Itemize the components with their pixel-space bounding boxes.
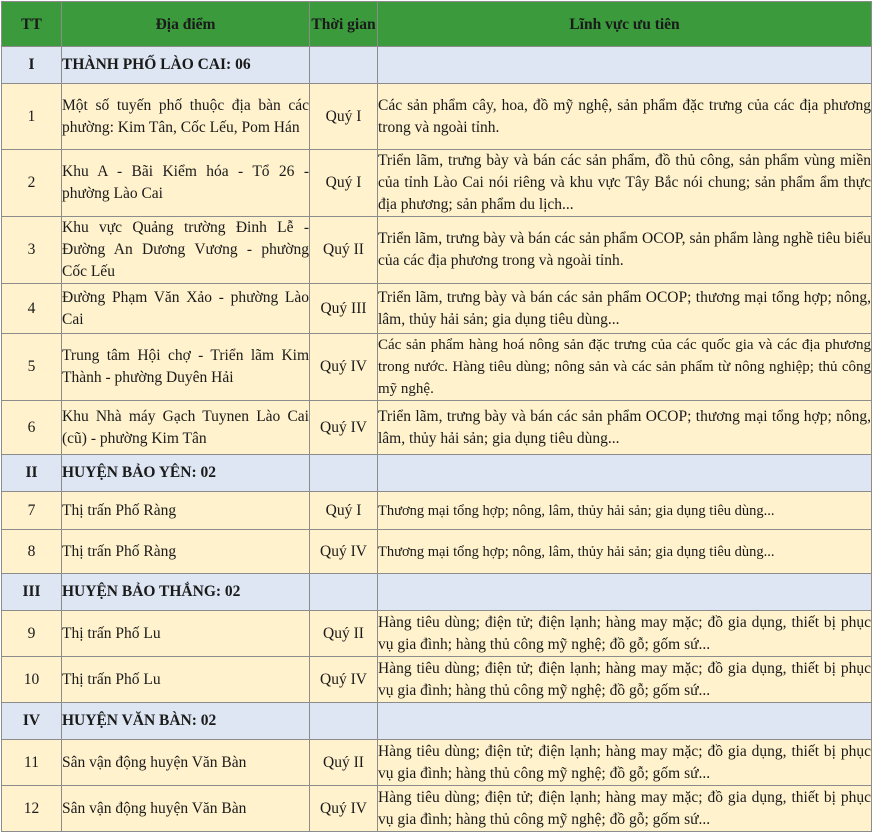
table-row	[2, 84, 872, 150]
row-priority: Triển lãm, trưng bày và bán các sản phẩm OCOP; thương mại tổng hợp; nông, lâm, thủy hải sản; gia dụng tiêu dùng...	[378, 401, 872, 455]
row-location: Đường Phạm Văn Xảo - phường Lào Cai	[62, 284, 310, 334]
row-time: Quý I	[310, 150, 378, 217]
row-priority: Các sản phẩm cây, hoa, đồ mỹ nghệ, sản phẩm đặc trưng của các địa phương trong và ngoài tỉnh.	[378, 84, 872, 150]
row-location: Một số tuyến phố thuộc địa bàn các phường: Kim Tân, Cốc Lếu, Pom Hán	[62, 84, 310, 150]
row-priority: Triển lãm, trưng bày và bán các sản phẩm OCOP, sản phẩm làng nghề tiêu biểu của các địa phương trong và ngoài tỉnh.	[378, 217, 872, 284]
header-row	[2, 2, 872, 47]
row-priority: Hàng tiêu dùng; điện tử; điện lạnh; hàng may mặc; đồ gia dụng, thiết bị phục vụ gia đình; hàng thủ công mỹ nghệ; đồ gỗ; gốm sứ...	[378, 657, 872, 703]
group-empty-cell	[378, 574, 872, 611]
row-time: Quý IV	[310, 334, 378, 401]
group-row	[2, 574, 872, 611]
schedule-table	[1, 1, 872, 832]
header-time: Thời gian	[310, 2, 378, 47]
row-tt: 6	[2, 401, 62, 455]
row-tt: 7	[2, 492, 62, 530]
table-row	[2, 492, 872, 530]
group-row	[2, 47, 872, 84]
group-empty-cell	[310, 703, 378, 740]
row-priority: Thương mại tổng hợp; nông, lâm, thủy hải sản; gia dụng tiêu dùng...	[378, 492, 872, 530]
group-name: THÀNH PHỐ LÀO CAI: 06	[62, 47, 310, 84]
row-time: Quý IV	[310, 786, 378, 832]
group-empty-cell	[378, 703, 872, 740]
row-time: Quý I	[310, 84, 378, 150]
row-tt: 2	[2, 150, 62, 217]
group-row	[2, 455, 872, 492]
group-name: HUYỆN BẢO YÊN: 02	[62, 455, 310, 492]
row-time: Quý I	[310, 492, 378, 530]
row-time: Quý IV	[310, 401, 378, 455]
table-row	[2, 334, 872, 401]
row-time: Quý IV	[310, 530, 378, 574]
table-row	[2, 786, 872, 832]
group-empty-cell	[310, 574, 378, 611]
table-row	[2, 740, 872, 786]
row-tt: 10	[2, 657, 62, 703]
row-location: Thị trấn Phố Ràng	[62, 492, 310, 530]
row-tt: 5	[2, 334, 62, 401]
row-tt: 11	[2, 740, 62, 786]
row-time: Quý IV	[310, 657, 378, 703]
table-row	[2, 611, 872, 657]
row-tt: 12	[2, 786, 62, 832]
group-numeral: I	[2, 47, 62, 84]
row-priority: Thương mại tổng hợp; nông, lâm, thủy hải sản; gia dụng tiêu dùng...	[378, 530, 872, 574]
row-priority: Các sản phẩm hàng hoá nông sản đặc trưng của các quốc gia và các địa phương trong nước. Hàng tiêu dùng; nông sản và các sản phẩm từ nông nghiệp; thủ công mỹ nghệ.	[378, 334, 872, 401]
group-numeral: II	[2, 455, 62, 492]
table-row	[2, 657, 872, 703]
row-location: Sân vận động huyện Văn Bàn	[62, 786, 310, 832]
row-location: Trung tâm Hội chợ - Triển lãm Kim Thành - phường Duyên Hải	[62, 334, 310, 401]
group-empty-cell	[310, 47, 378, 84]
table-row	[2, 150, 872, 217]
group-empty-cell	[378, 455, 872, 492]
row-priority: Triển lãm, trưng bày và bán các sản phẩm, đồ thủ công, sản phẩm vùng miền của tỉnh Lào Cai nói riêng và khu vực Tây Bắc nói chung; sản phẩm ẩm thực địa phương; sản phẩm du lịch...	[378, 150, 872, 217]
table-row	[2, 401, 872, 455]
row-priority: Hàng tiêu dùng; điện tử; điện lạnh; hàng may mặc; đồ gia dụng, thiết bị phục vụ gia đình; hàng thủ công mỹ nghệ; đồ gỗ; gốm sứ...	[378, 611, 872, 657]
row-location: Khu A - Bãi Kiểm hóa - Tổ 26 - phường Lào Cai	[62, 150, 310, 217]
group-name: HUYỆN BẢO THẮNG: 02	[62, 574, 310, 611]
row-time: Quý II	[310, 611, 378, 657]
row-time: Quý II	[310, 740, 378, 786]
table-row	[2, 530, 872, 574]
row-tt: 9	[2, 611, 62, 657]
row-location: Khu vực Quảng trường Đinh Lễ - Đường An Dương Vương - phường Cốc Lếu	[62, 217, 310, 284]
group-empty-cell	[310, 455, 378, 492]
group-name: HUYỆN VĂN BÀN: 02	[62, 703, 310, 740]
group-numeral: III	[2, 574, 62, 611]
row-tt: 8	[2, 530, 62, 574]
row-location: Sân vận động huyện Văn Bàn	[62, 740, 310, 786]
header-priority: Lĩnh vực ưu tiên	[378, 2, 872, 47]
row-time: Quý III	[310, 284, 378, 334]
row-tt: 3	[2, 217, 62, 284]
group-numeral: IV	[2, 703, 62, 740]
group-empty-cell	[378, 47, 872, 84]
row-location: Khu Nhà máy Gạch Tuynen Lào Cai (cũ) - phường Kim Tân	[62, 401, 310, 455]
row-time: Quý II	[310, 217, 378, 284]
row-tt: 1	[2, 84, 62, 150]
row-location: Thị trấn Phố Ràng	[62, 530, 310, 574]
group-row	[2, 703, 872, 740]
row-location: Thị trấn Phố Lu	[62, 611, 310, 657]
table-row	[2, 284, 872, 334]
row-location: Thị trấn Phố Lu	[62, 657, 310, 703]
header-tt: TT	[2, 2, 62, 47]
table-row	[2, 217, 872, 284]
row-priority: Hàng tiêu dùng; điện tử; điện lạnh; hàng may mặc; đồ gia dụng, thiết bị phục vụ gia đình; hàng thủ công mỹ nghệ; đồ gỗ; gốm sứ...	[378, 740, 872, 786]
row-priority: Triển lãm, trưng bày và bán các sản phẩm OCOP; thương mại tổng hợp; nông, lâm, thủy hải sản; gia dụng tiêu dùng...	[378, 284, 872, 334]
header-location: Địa điểm	[62, 2, 310, 47]
row-tt: 4	[2, 284, 62, 334]
row-priority: Hàng tiêu dùng; điện tử; điện lạnh; hàng may mặc; đồ gia dụng, thiết bị phục vụ gia đình; hàng thủ công mỹ nghệ; đồ gỗ; gốm sứ...	[378, 786, 872, 832]
